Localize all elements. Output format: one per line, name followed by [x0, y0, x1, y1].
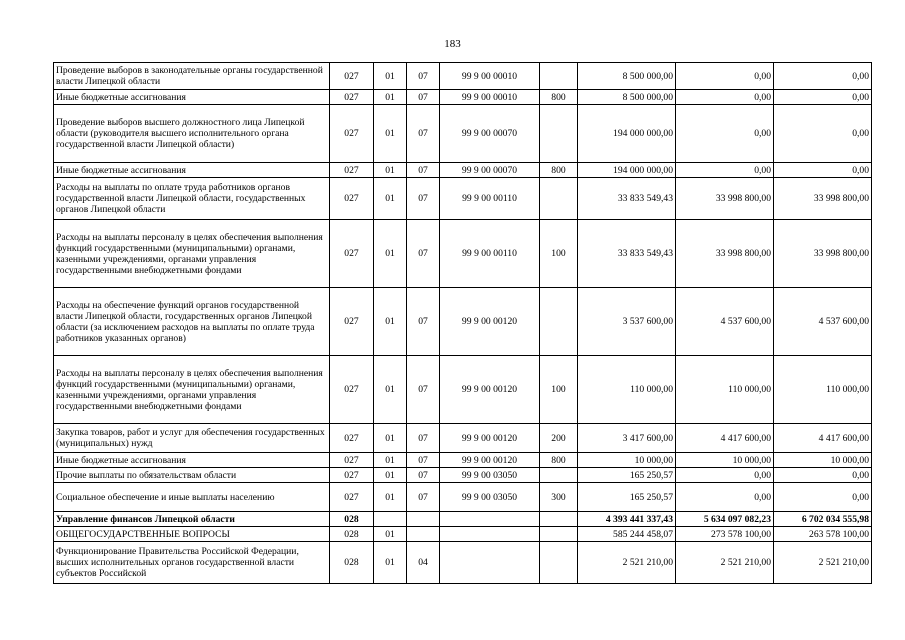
row-subsection [407, 527, 440, 542]
row-section: 01 [374, 220, 407, 288]
row-expense-type: 300 [540, 483, 578, 512]
row-amount-year1: 3 537 600,00 [578, 288, 676, 356]
row-ved: 027 [330, 105, 374, 163]
row-target-code [440, 527, 540, 542]
row-amount-year1: 8 500 000,00 [578, 90, 676, 105]
row-subsection: 07 [407, 220, 440, 288]
row-target-code: 99 9 00 03050 [440, 468, 540, 483]
row-target-code: 99 9 00 00120 [440, 453, 540, 468]
row-ved: 027 [330, 424, 374, 453]
row-ved: 027 [330, 468, 374, 483]
row-ved: 027 [330, 163, 374, 178]
row-amount-year2: 0,00 [676, 468, 774, 483]
row-amount-year2: 4 537 600,00 [676, 288, 774, 356]
table-row [54, 527, 872, 542]
row-section: 01 [374, 288, 407, 356]
row-amount-year2: 33 998 800,00 [676, 178, 774, 220]
row-name: Иные бюджетные ассигнования [54, 453, 330, 468]
row-subsection [407, 512, 440, 527]
budget-table [53, 62, 872, 584]
row-target-code: 99 9 00 00120 [440, 424, 540, 453]
row-expense-type: 800 [540, 90, 578, 105]
row-name: Проведение выборов высшего должностного лица Липецкой области (руководителя высшего исполнительного органа государственной власти Липецкой области) [54, 105, 330, 163]
table-row [54, 424, 872, 453]
row-ved: 028 [330, 512, 374, 527]
table-row [54, 512, 872, 527]
row-amount-year3: 2 521 210,00 [774, 542, 872, 584]
row-expense-type [540, 105, 578, 163]
row-ved: 027 [330, 63, 374, 90]
row-amount-year2: 33 998 800,00 [676, 220, 774, 288]
row-section: 01 [374, 63, 407, 90]
row-name: Функционирование Правительства Российской Федерации, высших исполнительных органов государственной власти субъектов Российской [54, 542, 330, 584]
row-amount-year1: 165 250,57 [578, 468, 676, 483]
row-section: 01 [374, 90, 407, 105]
row-amount-year3: 33 998 800,00 [774, 220, 872, 288]
row-section: 01 [374, 356, 407, 424]
row-target-code: 99 9 00 00070 [440, 163, 540, 178]
row-name: Прочие выплаты по обязательствам области [54, 468, 330, 483]
row-amount-year2: 0,00 [676, 105, 774, 163]
row-subsection: 07 [407, 468, 440, 483]
row-ved: 028 [330, 527, 374, 542]
row-subsection: 04 [407, 542, 440, 584]
row-name: Закупка товаров, работ и услуг для обеспечения государственных (муниципальных) нужд [54, 424, 330, 453]
row-amount-year2: 0,00 [676, 90, 774, 105]
row-amount-year2: 10 000,00 [676, 453, 774, 468]
row-section: 01 [374, 542, 407, 584]
row-subsection: 07 [407, 105, 440, 163]
row-amount-year1: 2 521 210,00 [578, 542, 676, 584]
row-target-code [440, 542, 540, 584]
row-subsection: 07 [407, 424, 440, 453]
table-row [54, 178, 872, 220]
row-amount-year2: 2 521 210,00 [676, 542, 774, 584]
row-ved: 027 [330, 288, 374, 356]
row-amount-year1: 8 500 000,00 [578, 63, 676, 90]
row-target-code: 99 9 00 00110 [440, 178, 540, 220]
row-subsection: 07 [407, 163, 440, 178]
row-amount-year1: 585 244 458,07 [578, 527, 676, 542]
row-section: 01 [374, 424, 407, 453]
row-ved: 027 [330, 178, 374, 220]
row-amount-year2: 4 417 600,00 [676, 424, 774, 453]
row-target-code: 99 9 00 00120 [440, 288, 540, 356]
table-row [54, 63, 872, 90]
row-ved: 027 [330, 220, 374, 288]
row-subsection: 07 [407, 63, 440, 90]
table-row [54, 542, 872, 584]
table-row [54, 468, 872, 483]
row-name: Расходы на выплаты персоналу в целях обеспечения выполнения функций государственными (муниципальными) органами, казенными учреждениями, органами управления государственными внебюджетными фондами [54, 220, 330, 288]
table-row [54, 483, 872, 512]
row-expense-type: 800 [540, 163, 578, 178]
row-amount-year1: 4 393 441 337,43 [578, 512, 676, 527]
row-section: 01 [374, 468, 407, 483]
row-ved: 028 [330, 542, 374, 584]
row-section: 01 [374, 163, 407, 178]
row-name: Иные бюджетные ассигнования [54, 90, 330, 105]
row-amount-year3: 0,00 [774, 163, 872, 178]
row-name: Социальное обеспечение и иные выплаты населению [54, 483, 330, 512]
row-target-code: 99 9 00 00110 [440, 220, 540, 288]
row-name: Управление финансов Липецкой области [54, 512, 330, 527]
row-target-code: 99 9 00 03050 [440, 483, 540, 512]
row-amount-year1: 194 000 000,00 [578, 105, 676, 163]
row-subsection: 07 [407, 90, 440, 105]
row-name: Проведение выборов в законодательные органы государственной власти Липецкой области [54, 63, 330, 90]
row-ved: 027 [330, 453, 374, 468]
row-subsection: 07 [407, 356, 440, 424]
row-expense-type [540, 468, 578, 483]
row-expense-type [540, 63, 578, 90]
row-target-code: 99 9 00 00010 [440, 63, 540, 90]
row-amount-year3: 0,00 [774, 105, 872, 163]
row-amount-year1: 33 833 549,43 [578, 178, 676, 220]
row-section [374, 512, 407, 527]
row-name: Иные бюджетные ассигнования [54, 163, 330, 178]
row-section: 01 [374, 105, 407, 163]
row-target-code: 99 9 00 00010 [440, 90, 540, 105]
row-expense-type [540, 527, 578, 542]
row-amount-year1: 33 833 549,43 [578, 220, 676, 288]
row-expense-type [540, 512, 578, 527]
row-amount-year3: 4 537 600,00 [774, 288, 872, 356]
row-amount-year3: 263 578 100,00 [774, 527, 872, 542]
row-expense-type [540, 178, 578, 220]
row-expense-type: 200 [540, 424, 578, 453]
row-amount-year2: 273 578 100,00 [676, 527, 774, 542]
row-target-code: 99 9 00 00070 [440, 105, 540, 163]
row-expense-type [540, 542, 578, 584]
row-subsection: 07 [407, 178, 440, 220]
row-name: Расходы на обеспечение функций органов государственной власти Липецкой области, государственных органов Липецкой области (за исключением расходов на выплаты по оплате труда работников указанных органов) [54, 288, 330, 356]
table-row [54, 453, 872, 468]
row-amount-year3: 4 417 600,00 [774, 424, 872, 453]
table-row [54, 288, 872, 356]
row-ved: 027 [330, 90, 374, 105]
row-amount-year2: 0,00 [676, 63, 774, 90]
row-amount-year3: 110 000,00 [774, 356, 872, 424]
row-amount-year1: 165 250,57 [578, 483, 676, 512]
row-expense-type: 800 [540, 453, 578, 468]
table-row [54, 90, 872, 105]
row-target-code: 99 9 00 00120 [440, 356, 540, 424]
row-amount-year1: 194 000 000,00 [578, 163, 676, 178]
row-amount-year3: 33 998 800,00 [774, 178, 872, 220]
row-subsection: 07 [407, 453, 440, 468]
row-expense-type: 100 [540, 220, 578, 288]
row-name: Расходы на выплаты по оплате труда работников органов государственной власти Липецкой области, государственных органов Липецкой области [54, 178, 330, 220]
row-amount-year3: 0,00 [774, 63, 872, 90]
row-amount-year3: 0,00 [774, 468, 872, 483]
table-row [54, 356, 872, 424]
page-number: 183 [444, 38, 461, 50]
row-amount-year3: 0,00 [774, 483, 872, 512]
row-amount-year3: 0,00 [774, 90, 872, 105]
row-amount-year2: 5 634 097 082,23 [676, 512, 774, 527]
row-section: 01 [374, 527, 407, 542]
table-row [54, 105, 872, 163]
row-amount-year2: 0,00 [676, 483, 774, 512]
row-section: 01 [374, 483, 407, 512]
row-ved: 027 [330, 356, 374, 424]
row-expense-type: 100 [540, 356, 578, 424]
row-section: 01 [374, 453, 407, 468]
row-target-code [440, 512, 540, 527]
row-expense-type [540, 288, 578, 356]
row-subsection: 07 [407, 483, 440, 512]
row-subsection: 07 [407, 288, 440, 356]
row-amount-year2: 0,00 [676, 163, 774, 178]
row-section: 01 [374, 178, 407, 220]
row-name: Расходы на выплаты персоналу в целях обеспечения выполнения функций государственными (муниципальными) органами, казенными учреждениями, органами управления государственными внебюджетными фондами [54, 356, 330, 424]
row-amount-year1: 110 000,00 [578, 356, 676, 424]
row-amount-year1: 3 417 600,00 [578, 424, 676, 453]
table-row [54, 163, 872, 178]
row-ved: 027 [330, 483, 374, 512]
row-name: ОБЩЕГОСУДАРСТВЕННЫЕ ВОПРОСЫ [54, 527, 330, 542]
row-amount-year3: 6 702 034 555,98 [774, 512, 872, 527]
row-amount-year1: 10 000,00 [578, 453, 676, 468]
row-amount-year2: 110 000,00 [676, 356, 774, 424]
table-row [54, 220, 872, 288]
row-amount-year3: 10 000,00 [774, 453, 872, 468]
